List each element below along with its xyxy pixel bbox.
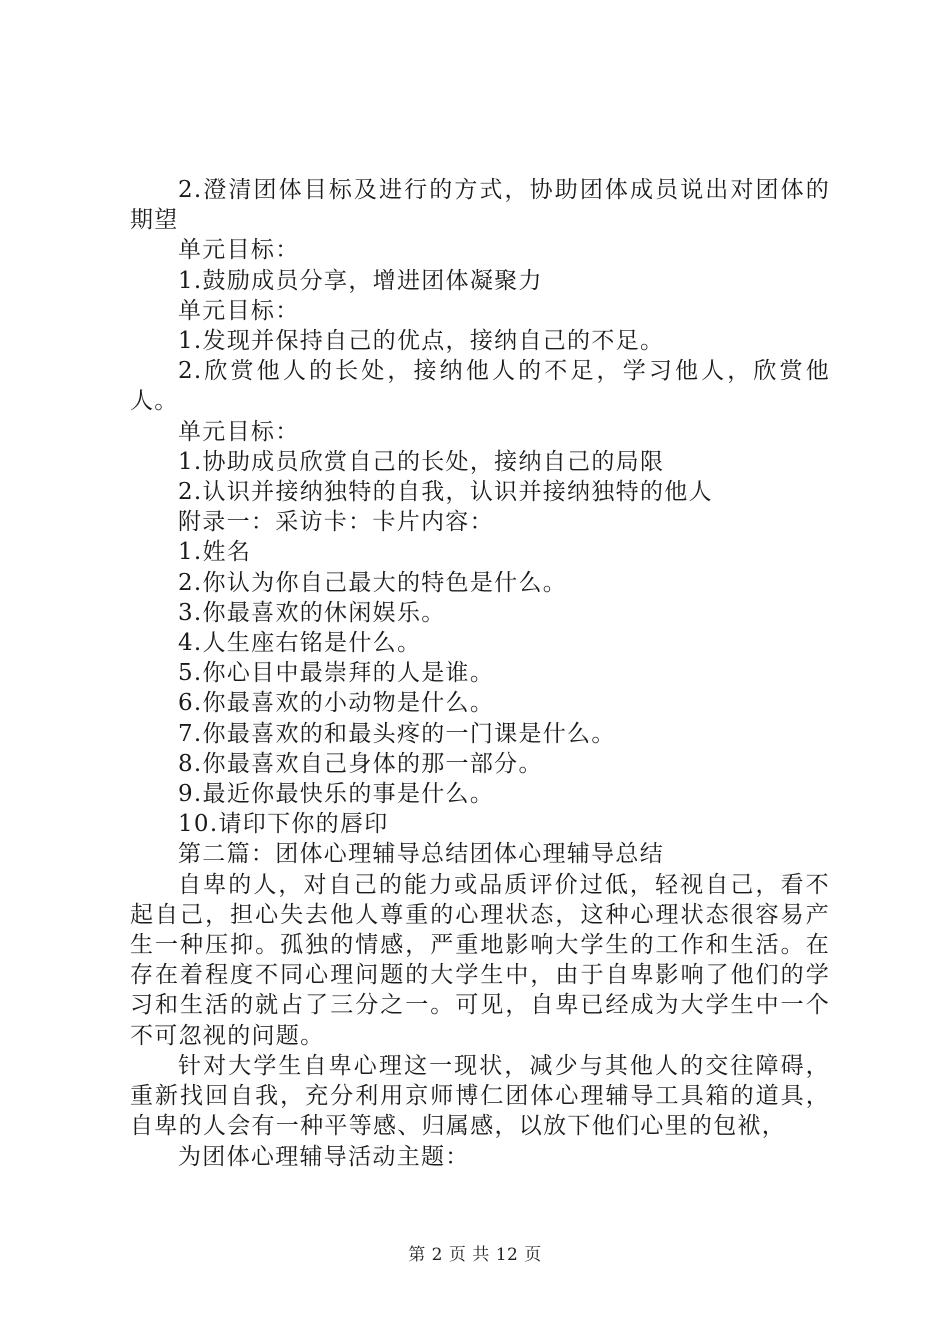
- paragraph: 单元目标：: [178, 237, 300, 264]
- paragraph: 1.协助成员欣赏自己的长处，接纳自己的局限: [178, 448, 665, 475]
- paragraph: 为团体心理辅导活动主题：: [178, 1143, 470, 1170]
- document-body: [130, 175, 830, 1172]
- paragraph: 3.你最喜欢的休闲娱乐。: [178, 599, 446, 626]
- paragraph: 1.鼓励成员分享，增进团体凝聚力: [178, 267, 543, 294]
- paragraph: 1.姓名: [178, 539, 252, 566]
- paragraph: 单元目标：: [178, 418, 300, 445]
- paragraph: 5.你心目中最崇拜的人是谁。: [178, 660, 495, 687]
- paragraph: 2.认识并接纳独特的自我，认识并接纳独特的他人: [178, 479, 713, 506]
- paragraph: 4.人生座右铭是什么。: [178, 630, 422, 657]
- paragraph: 2.澄清团体目标及进行的方式，协助团体成员说出对团体的期望: [130, 177, 830, 234]
- paragraph: 单元目标：: [178, 297, 300, 324]
- page-number-label: 第 2 页 共 12 页: [408, 1245, 542, 1265]
- paragraph: 7.你最喜欢的和最头疼的一门课是什么。: [178, 720, 616, 747]
- paragraph: 8.你最喜欢自己身体的那一部分。: [178, 750, 543, 777]
- section-heading: 第二篇：团体心理辅导总结团体心理辅导总结: [178, 841, 664, 868]
- page-footer: [0, 1244, 950, 1266]
- paragraph: 附录一：采访卡：卡片内容：: [178, 509, 494, 536]
- paragraph: 10.请印下你的唇印: [178, 811, 389, 838]
- paragraph: 自卑的人，对自己的能力或品质评价过低，轻视自己，看不起自己，担心失去他人尊重的心理状态，这种心理状态很容易产生一种压抑。孤独的情感，严重地影响大学生的工作和生活。在存在着程度不同心理问题的大学生中，由于自卑影响了他们的学习和生活的就占了三分之一。可见，自卑已经成为大学生中一个不可忽视的问题。: [130, 871, 830, 1049]
- paragraph: 针对大学生自卑心理这一现状，减少与其他人的交往障碍，重新找回自我，充分利用京师博仁团体心理辅导工具箱的道具，自卑的人会有一种平等感、归属感，以放下他们心里的包袱，: [130, 1052, 830, 1140]
- paragraph: 2.你认为你自己最大的特色是什么。: [178, 569, 568, 596]
- paragraph: 1.发现并保持自己的优点，接纳自己的不足。: [178, 328, 665, 355]
- paragraph: 6.你最喜欢的小动物是什么。: [178, 690, 495, 717]
- paragraph: 2.欣赏他人的长处，接纳他人的不足，学习他人，欣赏他人。: [130, 358, 830, 415]
- paragraph: 9.最近你最快乐的事是什么。: [178, 781, 495, 808]
